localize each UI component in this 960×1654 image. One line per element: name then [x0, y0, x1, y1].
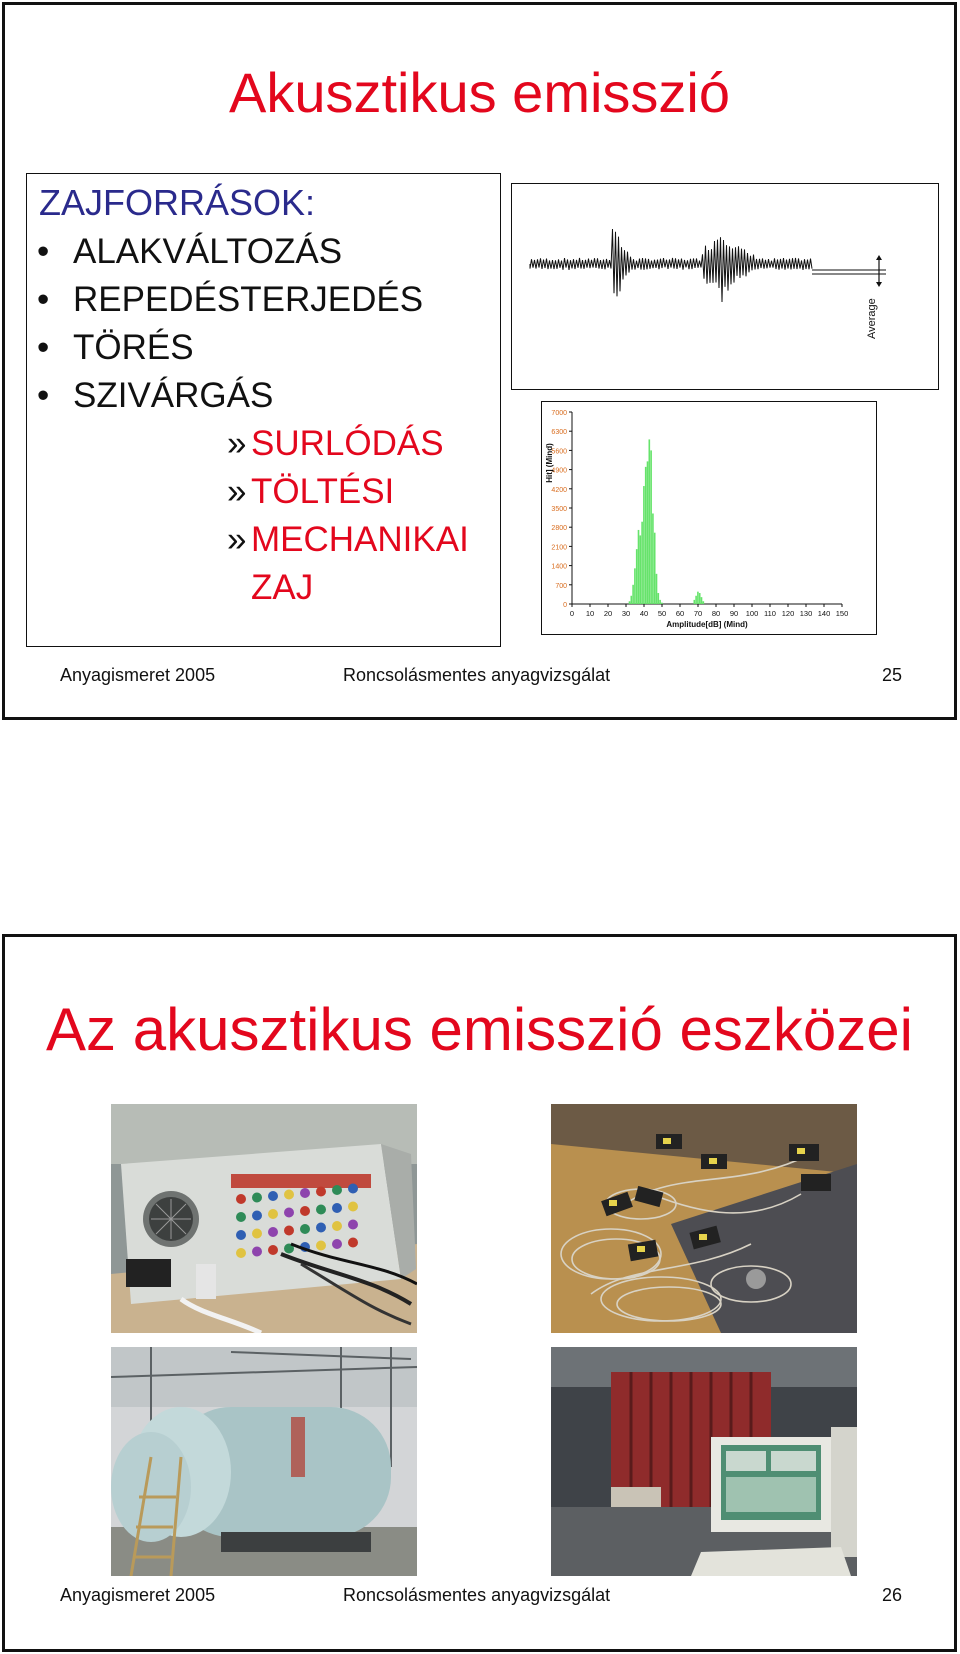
sub-item [227, 424, 444, 464]
histogram-bar [641, 522, 643, 604]
histogram-bar [645, 467, 647, 604]
y-tick-label: 3500 [551, 506, 567, 513]
connector-port [252, 1247, 262, 1257]
footer-page-number: 25 [881, 665, 902, 685]
connector-port [332, 1239, 342, 1249]
connector-port [316, 1223, 326, 1233]
histogram-bar [659, 600, 661, 604]
connector-port [316, 1205, 326, 1215]
x-tick-label: 150 [835, 609, 849, 618]
noise-sources-heading: ZAJFORRÁSOK: [39, 182, 316, 223]
bullet-item [37, 376, 273, 416]
x-axis-label: Amplitude[dB] (Mind) [666, 620, 748, 629]
connector-port [300, 1206, 310, 1216]
noise-sources-box [26, 173, 501, 647]
histogram-bar [658, 593, 660, 604]
connector-port [332, 1203, 342, 1213]
histogram-bar [647, 461, 649, 604]
sub-item [227, 520, 469, 560]
connector-port [252, 1193, 262, 1203]
histogram-bar [699, 593, 701, 604]
sub-bullet-icon: » [227, 424, 247, 463]
connector-port [268, 1245, 278, 1255]
x-tick-label: 90 [729, 609, 739, 618]
footer-topic: Roncsolásmentes anyagvizsgálat [343, 1585, 611, 1605]
bullet-label: REPEDÉSTERJEDÉS [73, 280, 424, 319]
histogram-bar [694, 600, 696, 604]
connector-port [332, 1185, 342, 1195]
connector-port [236, 1230, 246, 1240]
waveform-svg [512, 184, 937, 388]
x-tick-label: 140 [817, 609, 831, 618]
connector-port [252, 1229, 262, 1239]
connector-port [252, 1211, 262, 1221]
y-tick-label: 1400 [551, 563, 567, 571]
x-tick-label: 0 [569, 609, 575, 618]
histogram-bar [661, 603, 663, 604]
sub-item-label: SURLÓDÁS [251, 424, 444, 463]
histogram-bar [703, 601, 705, 604]
connector-port [268, 1209, 278, 1219]
connector-port [300, 1188, 310, 1198]
sub-item-label: MECHANIKAI [251, 520, 469, 559]
x-tick-label: 30 [621, 609, 631, 618]
average-arrow-up-icon [876, 255, 882, 260]
sub-item-label: TÖLTÉSI [251, 472, 395, 511]
waveform-signal [530, 229, 812, 302]
histogram-bar [649, 439, 651, 604]
x-tick-label: 50 [657, 609, 667, 618]
footer-page-number: 26 [881, 1585, 902, 1605]
bullet-label: SZIVÁRGÁS [73, 376, 274, 415]
footer-course: Anyagismeret 2005 [60, 665, 216, 685]
connector-port [284, 1226, 294, 1236]
x-tick-label: 70 [693, 609, 703, 618]
connector-port [300, 1224, 310, 1234]
bullet-icon: • [37, 328, 50, 367]
bullet-item [37, 280, 423, 320]
histogram-bar [695, 596, 697, 604]
y-tick-label: 6300 [551, 429, 567, 437]
histogram-bar [656, 574, 658, 604]
x-tick-label: 110 [764, 609, 776, 618]
histogram-bar [638, 530, 640, 604]
sub-bullet-icon: » [227, 472, 247, 511]
connector-port [316, 1187, 326, 1197]
slide-25 [2, 2, 957, 720]
histogram-bar [632, 585, 634, 604]
histogram-bar [654, 533, 656, 604]
y-tick-label: 0 [563, 602, 567, 609]
bullet-icon: • [37, 280, 50, 319]
bullet-label: ALAKVÁLTOZÁS [73, 232, 343, 271]
bullet-item [37, 232, 342, 272]
x-tick-label: 100 [745, 609, 759, 618]
y-tick-label: 4900 [551, 467, 567, 475]
connector-port [236, 1248, 246, 1258]
sub-item [227, 568, 313, 608]
sub-bullet-icon: » [227, 520, 247, 559]
histogram-svg [542, 402, 875, 633]
bullet-icon: • [37, 232, 50, 271]
x-tick-label: 130 [799, 609, 813, 618]
ae-waveform-figure [511, 183, 939, 390]
ae-sensors-on-plate-photo [551, 1104, 857, 1333]
footer-course: Anyagismeret 2005 [60, 1585, 216, 1605]
connector-port [268, 1227, 278, 1237]
footer-topic: Roncsolásmentes anyagvizsgálat [343, 665, 611, 685]
histogram-bar [636, 549, 638, 604]
histogram-bar [697, 592, 699, 604]
x-tick-label: 120 [781, 609, 795, 618]
test-rig-with-monitor-photo [551, 1347, 857, 1576]
connector-port [332, 1221, 342, 1231]
histogram-bar [631, 596, 633, 604]
slide-26 [2, 934, 957, 1652]
x-tick-label: 80 [711, 609, 721, 618]
average-label: Average [866, 298, 878, 339]
average-arrow-down-icon [876, 282, 882, 287]
y-tick-label: 2800 [551, 525, 567, 533]
connector-port [284, 1190, 294, 1200]
y-tick-label: 4200 [551, 486, 567, 494]
bullet-item [37, 328, 194, 368]
histogram-bar [643, 486, 645, 604]
connector-port [348, 1184, 358, 1194]
connector-port [236, 1212, 246, 1222]
slide-title: Az akusztikus emisszió eszközei [46, 996, 913, 1063]
bullet-label: TÖRÉS [73, 328, 194, 367]
connector-port [348, 1238, 358, 1248]
histogram-bar [634, 568, 636, 604]
bullet-icon: • [37, 376, 50, 415]
histogram-bar [652, 513, 654, 604]
ae-acquisition-unit-photo [111, 1104, 417, 1333]
x-tick-label: 10 [585, 609, 595, 618]
connector-port [316, 1241, 326, 1251]
sub-item-label: ZAJ [251, 568, 314, 607]
connector-port [348, 1220, 358, 1230]
histogram-bar [629, 601, 631, 604]
histogram-bar [701, 597, 703, 604]
connector-port [348, 1202, 358, 1212]
connector-port [236, 1194, 246, 1204]
sub-item [227, 472, 394, 512]
y-tick-label: 7000 [551, 410, 567, 417]
x-tick-label: 60 [675, 609, 685, 618]
y-tick-label: 700 [555, 582, 567, 590]
y-tick-label: 2100 [551, 544, 567, 552]
histogram-bar [650, 450, 652, 604]
x-tick-label: 40 [639, 609, 649, 618]
y-tick-label: 5600 [551, 448, 567, 456]
x-tick-label: 20 [603, 609, 613, 618]
pressure-tank-photo [111, 1347, 417, 1576]
connector-port [268, 1191, 278, 1201]
histogram-bar [640, 535, 642, 604]
slide-title: Akusztikus emisszió [228, 61, 731, 124]
connector-port [284, 1208, 294, 1218]
amplitude-histogram [541, 401, 877, 635]
y-axis-label: Hit] (Mind) [545, 443, 554, 483]
